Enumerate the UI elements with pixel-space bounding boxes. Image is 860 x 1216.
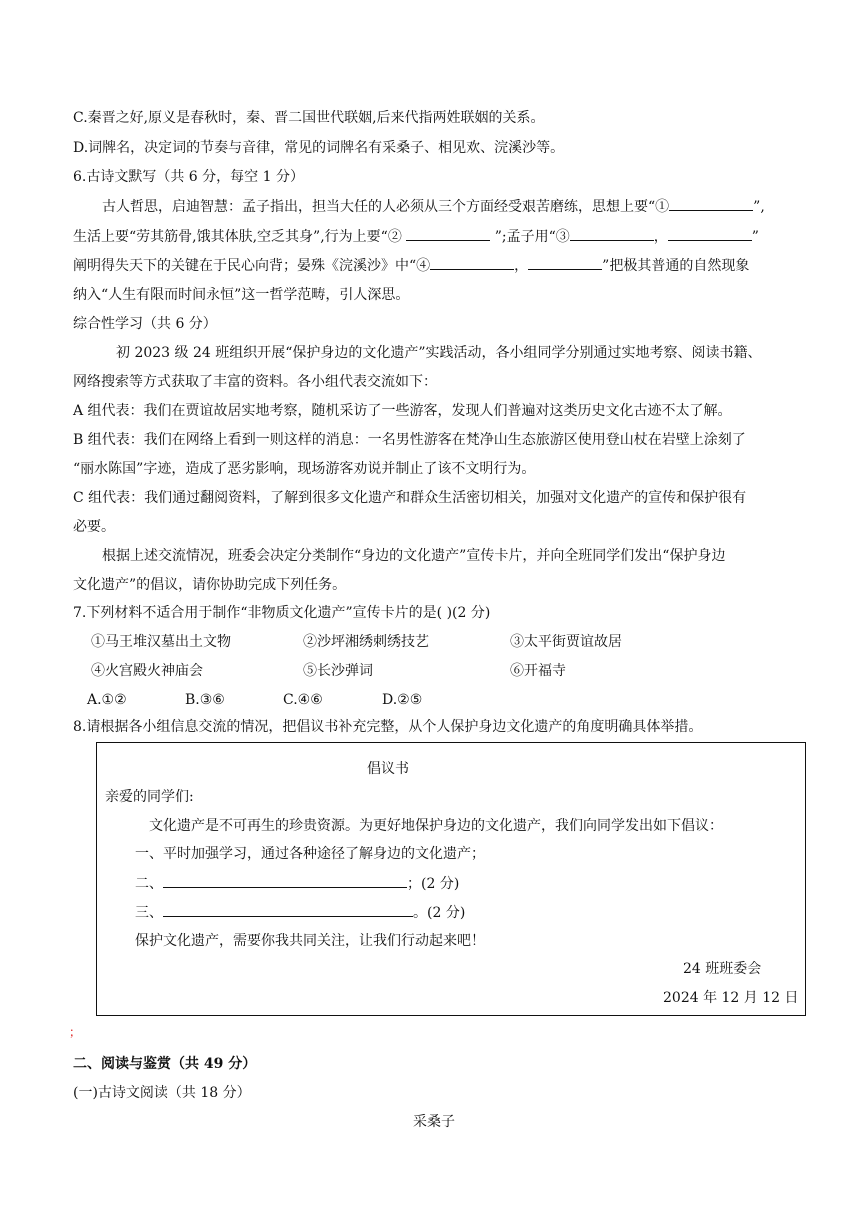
question-7: 7.下列材料不适合用于制作“非物质文化遗产”宣传卡片的是( )(2 分): [73, 605, 491, 621]
answer-blank-1[interactable]: [669, 196, 753, 211]
question-6-title: 6.古诗文默写（共 6 分，每空 1 分）: [73, 169, 304, 185]
group-a-report: A 组代表：我们在贾谊故居实地考察，随机采访了一些游客，发现人们普遍对这类历史文化古迹不太了解。: [73, 403, 732, 419]
decision-line-1: 根据上述交流情况，班委会决定分类制作“身边的文化遗产”宣传卡片，并向全班同学们发出“保护身边: [102, 548, 726, 564]
option-c: C.秦晋之好,原义是春秋时，秦、晋二国世代联姻,后来代指两姓联姻的关系。: [73, 110, 545, 126]
proposal-body: 文化遗产是不可再生的珍贵资源。为更好地保护身边的文化遗产，我们向同学发出如下倡议：: [149, 818, 723, 834]
q7-choice-b[interactable]: B.③⑥: [185, 692, 225, 708]
red-mark: ；: [69, 1025, 82, 1039]
subsection-1-title: (一)古诗文阅读（共 18 分）: [73, 1085, 251, 1101]
answer-blank-3a[interactable]: [570, 226, 654, 241]
group-c-report-2: 必要。: [73, 519, 115, 535]
question-6-line-2: 生活上要“劳其筋骨,饿其体肤,空乏其身”,行为上要“② ”;孟子用“③ ， ”: [73, 226, 759, 247]
proposal-blank-2[interactable]: [163, 873, 407, 888]
section-2-title: 二、阅读与鉴赏（共 49 分）: [73, 1056, 257, 1072]
question-6-line-1: 古人哲思，启迪智慧：孟子指出，担当大任的人必须从三个方面经受艰苦磨练，思想上要“① ”,: [102, 196, 765, 217]
intro-line-1: 初 2023 级 24 班组织开展“保护身边的文化遗产”实践活动，各小组同学分别通过实地考察、阅读书籍、: [116, 345, 762, 361]
answer-blank-3b[interactable]: [668, 226, 752, 241]
poem-title: 采桑子: [413, 1114, 455, 1130]
intro-line-2: 网络搜索等方式获取了丰富的资料。各小组代表交流如下：: [73, 374, 437, 390]
q7-choice-a[interactable]: A.①②: [87, 692, 127, 708]
option-d: D.词牌名，决定词的节奏与音律，常见的词牌名有采桑子、相见欢、浣溪沙等。: [73, 140, 565, 156]
proposal-closing: 保护文化遗产，需要你我共同关注，让我们行动起来吧！: [135, 933, 485, 949]
proposal-item-3: 三、 。(2 分): [135, 902, 465, 923]
proposal-title: 倡议书: [367, 761, 409, 777]
answer-blank-4b[interactable]: [528, 255, 602, 270]
q7-choice-c[interactable]: C.④⑥: [283, 692, 323, 708]
question-8: 8.请根据各小组信息交流的情况，把倡议书补充完整，从个人保护身边文化遗产的角度明确具体举措。: [73, 719, 703, 735]
question-6-line-4: 纳入“人生有限而时间永恒”这一哲学范畴，引人深思。: [73, 287, 410, 303]
q7-item: ④火宫殿火神庙会: [91, 663, 203, 679]
proposal-greeting: 亲爱的同学们:: [105, 789, 194, 805]
group-b-report-1: B 组代表：我们在网络上看到一则这样的消息：一名男性游客在梵净山生态旅游区使用登山杖在岩壁上涂刻了: [73, 432, 746, 448]
proposal-box: [96, 742, 806, 1016]
q7-item: ③太平街贾谊故居: [510, 634, 622, 650]
answer-blank-4a[interactable]: [430, 255, 514, 270]
proposal-item-2: 二、 ；(2 分): [135, 873, 459, 894]
group-c-report-1: C 组代表：我们通过翻阅资料，了解到很多文化遗产和群众生活密切相关，加强对文化遗产的宣传和保护很有: [73, 490, 747, 506]
decision-line-2: 文化遗产”的倡议，请你协助完成下列任务。: [73, 577, 347, 593]
comprehensive-study-title: 综合性学习（共 6 分）: [73, 316, 217, 332]
question-6-line-3: 阐明得失天下的关键在于民心向背；晏殊《浣溪沙》中“④ ， ”把极其普通的自然现象: [73, 255, 749, 276]
q7-item: ⑥开福寺: [510, 663, 566, 679]
proposal-item-1: 一、平时加强学习，通过各种途径了解身边的文化遗产；: [135, 846, 485, 862]
proposal-blank-3[interactable]: [163, 902, 413, 917]
group-b-report-2: “丽水陈国”字迹，造成了恶劣影响，现场游客劝说并制止了该不文明行为。: [73, 461, 536, 477]
q7-item: ②沙坪湘绣刺绣技艺: [303, 634, 429, 650]
q7-item: ①马王堆汉墓出土文物: [91, 634, 231, 650]
proposal-date: 2024 年 12 月 12 日: [663, 990, 799, 1006]
proposal-signer: 24 班班委会: [683, 961, 762, 977]
answer-blank-2[interactable]: [406, 226, 490, 241]
q7-item: ⑤长沙弹词: [303, 663, 373, 679]
q7-choice-d[interactable]: D.②⑤: [382, 692, 423, 708]
